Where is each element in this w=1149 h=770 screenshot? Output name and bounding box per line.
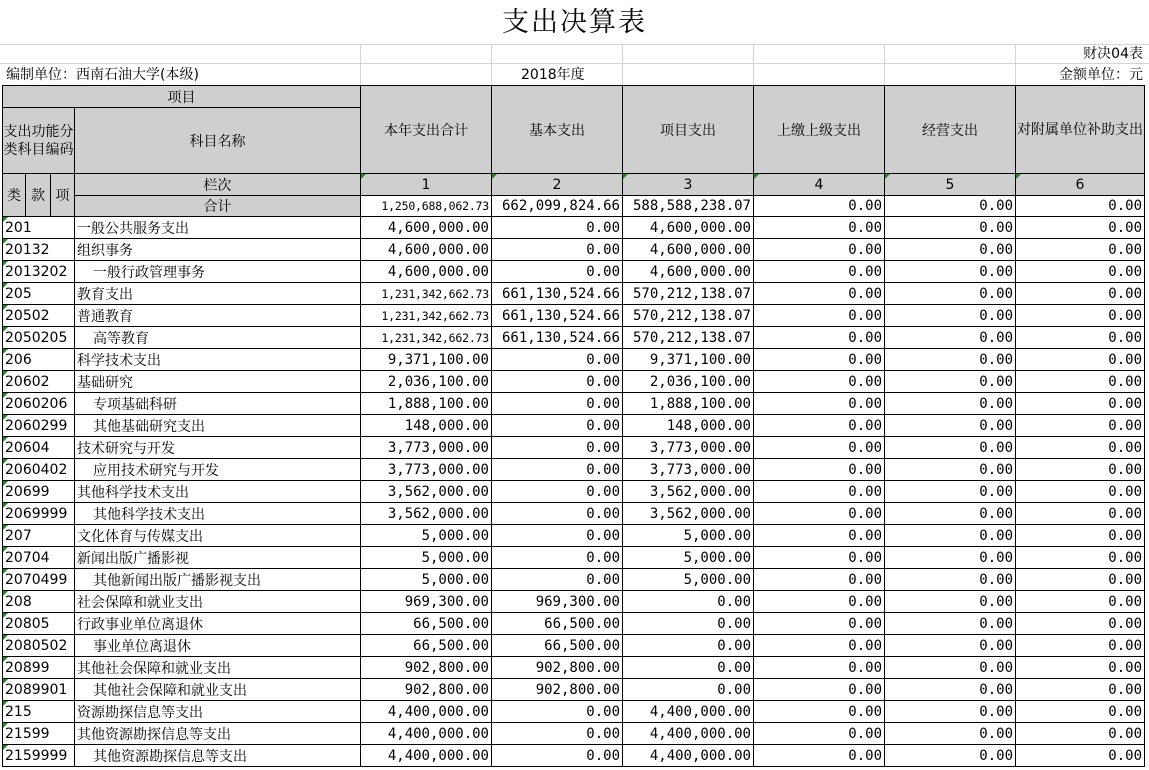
table-row — [3, 437, 1145, 459]
row-amount: 2,036,100.00 — [623, 371, 754, 393]
row-amount: 0.00 — [754, 591, 885, 613]
header-subject-name: 科目名称 — [75, 108, 361, 174]
row-amount: 0.00 — [492, 437, 623, 459]
row-subject-name: 其他科学技术支出 — [75, 481, 361, 503]
row-code: 21599 — [3, 723, 75, 745]
row-amount: 0.00 — [492, 569, 623, 591]
row-amount: 5,000.00 — [623, 525, 754, 547]
table-row — [3, 261, 1145, 283]
row-amount: 0.00 — [754, 569, 885, 591]
row-amount: 0.00 — [885, 657, 1016, 679]
row-subject-name: 技术研究与开发 — [75, 437, 361, 459]
col-number: 1 — [361, 174, 492, 196]
row-subject-name: 科学技术支出 — [75, 349, 361, 371]
row-amount: 148,000.00 — [361, 415, 492, 437]
row-amount: 0.00 — [492, 415, 623, 437]
table-row — [3, 569, 1145, 591]
table-row — [3, 459, 1145, 481]
row-amount: 0.00 — [885, 525, 1016, 547]
header-column-no: 栏次 — [75, 174, 361, 196]
row-code: 20699 — [3, 481, 75, 503]
row-amount: 0.00 — [1016, 415, 1145, 437]
row-subject-name: 高等教育 — [75, 327, 361, 349]
row-amount: 0.00 — [885, 745, 1016, 767]
row-amount: 570,212,138.07 — [623, 305, 754, 327]
row-amount: 0.00 — [1016, 679, 1145, 701]
table-row — [3, 415, 1145, 437]
row-code: 2080502 — [3, 635, 75, 657]
row-amount: 0.00 — [885, 371, 1016, 393]
table-row — [3, 503, 1145, 525]
row-amount: 4,400,000.00 — [623, 723, 754, 745]
row-amount: 0.00 — [754, 503, 885, 525]
row-amount: 4,400,000.00 — [361, 723, 492, 745]
row-code: 2060299 — [3, 415, 75, 437]
row-amount: 66,500.00 — [361, 613, 492, 635]
report-year: 2018年度 — [521, 67, 585, 83]
row-amount: 0.00 — [1016, 591, 1145, 613]
total-value: 0.00 — [754, 196, 885, 217]
row-amount: 0.00 — [754, 459, 885, 481]
row-amount: 5,000.00 — [623, 569, 754, 591]
total-value: 0.00 — [885, 196, 1016, 217]
table-row — [3, 481, 1145, 503]
row-amount: 570,212,138.07 — [623, 283, 754, 305]
row-subject-name: 应用技术研究与开发 — [75, 459, 361, 481]
header-remit: 上缴上级支出 — [754, 86, 885, 174]
row-amount: 0.00 — [1016, 503, 1145, 525]
row-code: 20704 — [3, 547, 75, 569]
row-amount: 0.00 — [754, 217, 885, 239]
row-amount: 0.00 — [1016, 437, 1145, 459]
row-amount: 0.00 — [1016, 305, 1145, 327]
row-amount: 0.00 — [885, 217, 1016, 239]
row-amount: 0.00 — [885, 239, 1016, 261]
row-code: 20602 — [3, 371, 75, 393]
row-amount: 0.00 — [492, 701, 623, 723]
row-amount: 3,773,000.00 — [623, 437, 754, 459]
row-amount: 0.00 — [885, 393, 1016, 415]
table-row — [3, 217, 1145, 239]
row-subject-name: 文化体育与传媒支出 — [75, 525, 361, 547]
row-code: 20132 — [3, 239, 75, 261]
row-subject-name: 其他资源勘探信息等支出 — [75, 723, 361, 745]
row-amount: 0.00 — [885, 569, 1016, 591]
row-amount: 0.00 — [754, 745, 885, 767]
row-amount: 0.00 — [885, 679, 1016, 701]
header-kuan: 款 — [26, 174, 51, 217]
row-amount: 902,800.00 — [361, 679, 492, 701]
row-amount: 5,000.00 — [623, 547, 754, 569]
row-subject-name: 资源勘探信息等支出 — [75, 701, 361, 723]
row-code: 20805 — [3, 613, 75, 635]
row-subject-name: 一般公共服务支出 — [75, 217, 361, 239]
row-amount: 66,500.00 — [361, 635, 492, 657]
row-amount: 0.00 — [1016, 371, 1145, 393]
header-item: 项目 — [3, 86, 361, 108]
header-basic: 基本支出 — [492, 86, 623, 174]
row-amount: 0.00 — [885, 613, 1016, 635]
row-amount: 0.00 — [492, 745, 623, 767]
row-amount: 0.00 — [623, 591, 754, 613]
table-row — [3, 371, 1145, 393]
row-code: 2069999 — [3, 503, 75, 525]
header-business: 经营支出 — [885, 86, 1016, 174]
row-amount: 0.00 — [885, 591, 1016, 613]
row-amount: 5,000.00 — [361, 569, 492, 591]
row-code: 2089901 — [3, 679, 75, 701]
row-amount: 0.00 — [1016, 569, 1145, 591]
row-amount: 0.00 — [1016, 393, 1145, 415]
table-row — [3, 305, 1145, 327]
row-amount: 0.00 — [754, 723, 885, 745]
row-amount: 4,600,000.00 — [623, 217, 754, 239]
row-amount: 0.00 — [754, 305, 885, 327]
row-code: 2060402 — [3, 459, 75, 481]
table-row — [3, 327, 1145, 349]
row-amount: 4,600,000.00 — [361, 261, 492, 283]
row-amount: 0.00 — [1016, 701, 1145, 723]
row-amount: 4,400,000.00 — [623, 745, 754, 767]
row-amount: 0.00 — [1016, 261, 1145, 283]
row-amount: 0.00 — [492, 525, 623, 547]
row-code: 208 — [3, 591, 75, 613]
row-amount: 5,000.00 — [361, 525, 492, 547]
table-row — [3, 349, 1145, 371]
row-amount: 0.00 — [754, 437, 885, 459]
row-amount: 0.00 — [754, 349, 885, 371]
row-amount: 0.00 — [492, 481, 623, 503]
row-subject-name: 一般行政管理事务 — [75, 261, 361, 283]
row-amount: 0.00 — [1016, 481, 1145, 503]
col-number: 2 — [492, 174, 623, 196]
row-subject-name: 其他资源勘探信息等支出 — [75, 745, 361, 767]
table-row — [3, 547, 1145, 569]
row-subject-name: 新闻出版广播影视 — [75, 547, 361, 569]
header-total: 本年支出合计 — [361, 86, 492, 174]
row-amount: 0.00 — [492, 723, 623, 745]
header-lei: 类 — [3, 174, 26, 217]
total-value: 662,099,824.66 — [492, 196, 623, 217]
row-amount: 66,500.00 — [492, 635, 623, 657]
row-amount: 4,400,000.00 — [361, 701, 492, 723]
row-amount: 0.00 — [1016, 217, 1145, 239]
header-subsidy: 对附属单位补助支出 — [1016, 86, 1145, 174]
row-amount: 3,562,000.00 — [361, 481, 492, 503]
row-amount: 0.00 — [885, 635, 1016, 657]
row-amount: 0.00 — [754, 657, 885, 679]
row-amount: 0.00 — [754, 327, 885, 349]
row-amount: 4,400,000.00 — [361, 745, 492, 767]
table-row — [3, 393, 1145, 415]
row-amount: 3,562,000.00 — [623, 481, 754, 503]
total-label: 合计 — [75, 196, 361, 217]
row-subject-name: 教育支出 — [75, 283, 361, 305]
table-row — [3, 613, 1145, 635]
row-code: 207 — [3, 525, 75, 547]
row-amount: 0.00 — [1016, 239, 1145, 261]
row-amount: 0.00 — [885, 459, 1016, 481]
total-value: 1,250,688,062.73 — [361, 196, 492, 217]
table-row — [3, 723, 1145, 745]
row-amount: 570,212,138.07 — [623, 327, 754, 349]
row-amount: 0.00 — [754, 613, 885, 635]
row-amount: 0.00 — [754, 283, 885, 305]
row-amount: 0.00 — [754, 679, 885, 701]
table-row — [3, 745, 1145, 767]
row-amount: 0.00 — [1016, 525, 1145, 547]
row-amount: 3,562,000.00 — [623, 503, 754, 525]
row-amount: 661,130,524.66 — [492, 305, 623, 327]
row-amount: 0.00 — [754, 393, 885, 415]
row-amount: 0.00 — [885, 349, 1016, 371]
row-amount: 0.00 — [1016, 547, 1145, 569]
row-amount: 0.00 — [754, 547, 885, 569]
col-number: 6 — [1016, 174, 1145, 196]
col-number: 3 — [623, 174, 754, 196]
row-amount: 1,231,342,662.73 — [361, 305, 492, 327]
table-row — [3, 283, 1145, 305]
row-amount: 661,130,524.66 — [492, 327, 623, 349]
row-amount: 0.00 — [492, 393, 623, 415]
row-subject-name: 专项基础科研 — [75, 393, 361, 415]
row-amount: 902,800.00 — [361, 657, 492, 679]
row-amount: 1,231,342,662.73 — [361, 283, 492, 305]
row-amount: 0.00 — [754, 481, 885, 503]
row-code: 205 — [3, 283, 75, 305]
header-class-code: 支出功能分类科目编码 — [3, 108, 75, 174]
row-subject-name: 普通教育 — [75, 305, 361, 327]
row-amount: 0.00 — [492, 503, 623, 525]
table-row — [3, 591, 1145, 613]
table-row — [3, 239, 1145, 261]
row-amount: 0.00 — [754, 371, 885, 393]
row-amount: 4,600,000.00 — [361, 239, 492, 261]
row-amount: 148,000.00 — [623, 415, 754, 437]
row-amount: 4,400,000.00 — [623, 701, 754, 723]
row-amount: 0.00 — [492, 371, 623, 393]
row-subject-name: 组织事务 — [75, 239, 361, 261]
row-amount: 0.00 — [623, 679, 754, 701]
row-amount: 3,773,000.00 — [361, 437, 492, 459]
row-amount: 0.00 — [754, 635, 885, 657]
row-code: 2159999 — [3, 745, 75, 767]
row-amount: 902,800.00 — [492, 657, 623, 679]
table-row — [3, 525, 1145, 547]
row-amount: 0.00 — [885, 723, 1016, 745]
col-number: 4 — [754, 174, 885, 196]
compiling-unit: 编制单位：西南石油大学(本级) — [6, 67, 199, 83]
row-code: 20502 — [3, 305, 75, 327]
row-amount: 0.00 — [885, 415, 1016, 437]
row-amount: 0.00 — [492, 349, 623, 371]
form-number: 财决04表 — [1083, 46, 1143, 62]
row-subject-name: 其他基础研究支出 — [75, 415, 361, 437]
row-subject-name: 其他新闻出版广播影视支出 — [75, 569, 361, 591]
row-amount: 0.00 — [1016, 283, 1145, 305]
row-amount: 0.00 — [492, 239, 623, 261]
table-row — [3, 701, 1145, 723]
total-value: 588,588,238.07 — [623, 196, 754, 217]
row-amount: 0.00 — [754, 261, 885, 283]
row-amount: 0.00 — [754, 239, 885, 261]
row-subject-name: 事业单位离退休 — [75, 635, 361, 657]
row-amount: 0.00 — [754, 415, 885, 437]
table-row — [3, 635, 1145, 657]
row-amount: 2,036,100.00 — [361, 371, 492, 393]
row-amount: 4,600,000.00 — [623, 239, 754, 261]
row-code: 2060206 — [3, 393, 75, 415]
row-amount: 3,562,000.00 — [361, 503, 492, 525]
row-subject-name: 其他社会保障和就业支出 — [75, 679, 361, 701]
row-subject-name: 社会保障和就业支出 — [75, 591, 361, 613]
row-amount: 0.00 — [1016, 657, 1145, 679]
row-amount: 0.00 — [1016, 459, 1145, 481]
row-amount: 0.00 — [623, 613, 754, 635]
row-amount: 0.00 — [1016, 349, 1145, 371]
row-code: 2013202 — [3, 261, 75, 283]
row-amount: 1,888,100.00 — [361, 393, 492, 415]
row-amount: 902,800.00 — [492, 679, 623, 701]
row-amount: 0.00 — [885, 503, 1016, 525]
row-subject-name: 基础研究 — [75, 371, 361, 393]
row-subject-name: 其他科学技术支出 — [75, 503, 361, 525]
expenditure-table — [2, 85, 1145, 767]
row-amount: 0.00 — [885, 437, 1016, 459]
row-code: 215 — [3, 701, 75, 723]
row-code: 20604 — [3, 437, 75, 459]
row-amount: 4,600,000.00 — [361, 217, 492, 239]
row-amount: 969,300.00 — [492, 591, 623, 613]
row-code: 206 — [3, 349, 75, 371]
row-amount: 0.00 — [1016, 745, 1145, 767]
row-amount: 5,000.00 — [361, 547, 492, 569]
row-amount: 66,500.00 — [492, 613, 623, 635]
row-amount: 0.00 — [623, 635, 754, 657]
row-amount: 0.00 — [492, 261, 623, 283]
row-amount: 969,300.00 — [361, 591, 492, 613]
amount-unit: 金额单位：元 — [1059, 67, 1143, 83]
row-amount: 0.00 — [885, 305, 1016, 327]
total-value: 0.00 — [1016, 196, 1145, 217]
header-project: 项目支出 — [623, 86, 754, 174]
row-amount: 0.00 — [492, 547, 623, 569]
row-amount: 9,371,100.00 — [361, 349, 492, 371]
row-amount: 0.00 — [1016, 613, 1145, 635]
row-code: 201 — [3, 217, 75, 239]
row-amount: 0.00 — [1016, 635, 1145, 657]
row-amount: 0.00 — [885, 261, 1016, 283]
table-row — [3, 657, 1145, 679]
row-subject-name: 其他社会保障和就业支出 — [75, 657, 361, 679]
row-amount: 0.00 — [885, 547, 1016, 569]
row-amount: 0.00 — [623, 657, 754, 679]
row-amount: 3,773,000.00 — [361, 459, 492, 481]
row-amount: 3,773,000.00 — [623, 459, 754, 481]
row-amount: 1,231,342,662.73 — [361, 327, 492, 349]
row-amount: 0.00 — [492, 459, 623, 481]
row-amount: 0.00 — [885, 481, 1016, 503]
row-subject-name: 行政事业单位离退休 — [75, 613, 361, 635]
report-title: 支出决算表 — [502, 7, 647, 38]
row-amount: 4,600,000.00 — [623, 261, 754, 283]
row-amount: 0.00 — [885, 283, 1016, 305]
row-amount: 0.00 — [1016, 327, 1145, 349]
row-amount: 0.00 — [1016, 723, 1145, 745]
row-amount: 0.00 — [885, 701, 1016, 723]
header-xiang: 项 — [51, 174, 75, 217]
col-number: 5 — [885, 174, 1016, 196]
row-amount: 9,371,100.00 — [623, 349, 754, 371]
row-amount: 0.00 — [492, 217, 623, 239]
row-code: 20899 — [3, 657, 75, 679]
row-code: 2070499 — [3, 569, 75, 591]
row-amount: 661,130,524.66 — [492, 283, 623, 305]
row-amount: 0.00 — [754, 525, 885, 547]
row-amount: 0.00 — [885, 327, 1016, 349]
row-amount: 1,888,100.00 — [623, 393, 754, 415]
row-amount: 0.00 — [754, 701, 885, 723]
row-code: 2050205 — [3, 327, 75, 349]
table-row — [3, 679, 1145, 701]
